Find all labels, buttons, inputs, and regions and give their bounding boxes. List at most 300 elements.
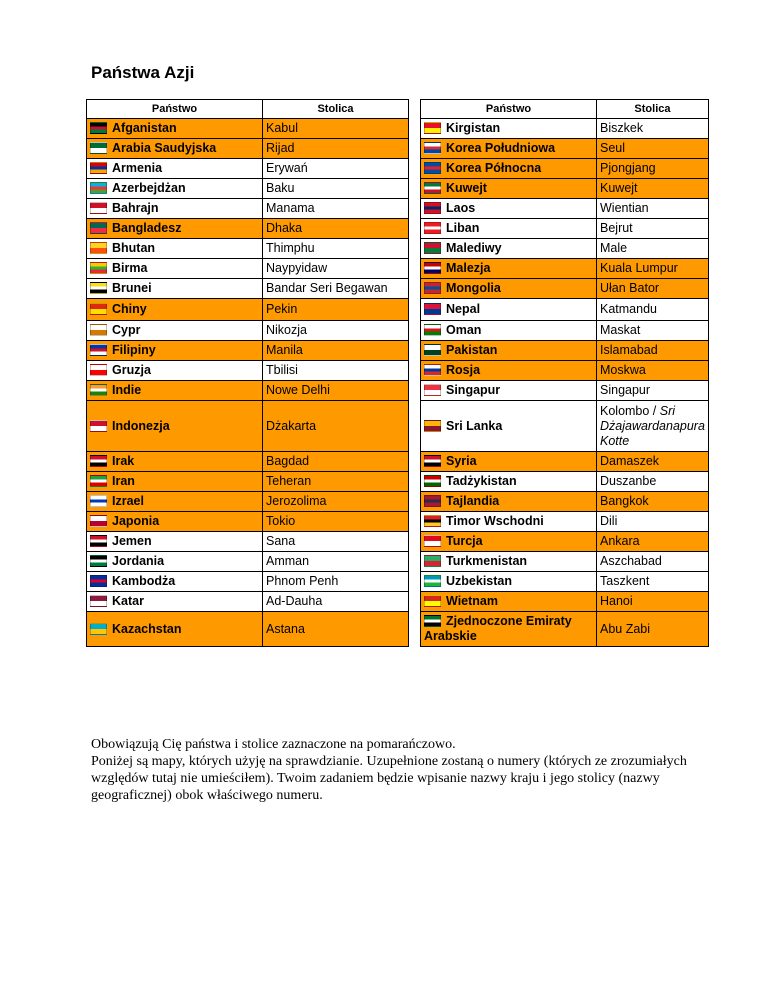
- table-header-row: [87, 100, 709, 119]
- column-gap: [409, 299, 421, 321]
- table-row: [87, 612, 709, 647]
- capital-name: Bagdad: [266, 454, 310, 468]
- capital-name: Male: [600, 241, 628, 255]
- note-line-1: Obowiązują Cię państwa i stolice zaznaczone na pomarańczowo.: [91, 737, 456, 752]
- country-name: Bahrajn: [112, 201, 159, 215]
- capital-cell: [597, 299, 709, 321]
- table-row: [87, 279, 709, 299]
- flag-icon: [424, 595, 441, 607]
- capital-cell: [597, 452, 709, 472]
- flag-icon: [90, 262, 107, 274]
- column-gap: [409, 512, 421, 532]
- flag-icon: [424, 344, 441, 356]
- capital-cell: [263, 401, 409, 452]
- table-row: [87, 341, 709, 361]
- flag-icon: [90, 282, 107, 294]
- capital-name: Kuwejt: [600, 181, 638, 195]
- country-cell: [87, 552, 263, 572]
- column-gap: [409, 381, 421, 401]
- country-name: Syria: [446, 454, 477, 468]
- country-name: Kambodża: [112, 574, 176, 588]
- country-cell: [421, 401, 597, 452]
- country-cell: [87, 492, 263, 512]
- flag-icon: [90, 420, 107, 432]
- capital-name: Islamabad: [600, 343, 658, 357]
- country-cell: [421, 572, 597, 592]
- countries-table: [86, 99, 709, 647]
- capital-cell: [263, 219, 409, 239]
- country-cell: [421, 381, 597, 401]
- capital-name: Taszkent: [600, 574, 650, 588]
- capital-name: Manila: [266, 343, 303, 357]
- country-name: Sri Lanka: [446, 418, 503, 433]
- capital-cell: [597, 532, 709, 552]
- country-name: Tadżykistan: [446, 474, 517, 488]
- flag-icon: [424, 202, 441, 214]
- flag-icon: [424, 475, 441, 487]
- capital-name: Kabul: [266, 121, 298, 135]
- country-name: Uzbekistan: [446, 574, 512, 588]
- country-name: Liban: [446, 221, 480, 235]
- capital-cell: [263, 119, 409, 139]
- country-name: Irak: [112, 454, 135, 468]
- country-cell: [421, 239, 597, 259]
- capital-cell: [263, 612, 409, 647]
- flag-icon: [90, 344, 107, 356]
- capital-cell: [263, 299, 409, 321]
- table-row: [87, 381, 709, 401]
- capital-name-alt: Sri Dżajawardanapura Kotte: [600, 403, 705, 448]
- capital-cell: [597, 472, 709, 492]
- capital-cell: [597, 139, 709, 159]
- country-name: Azerbejdżan: [112, 181, 186, 195]
- country-name: Malezja: [446, 261, 491, 275]
- column-gap: [409, 199, 421, 219]
- capital-name: Aszchabad: [600, 554, 662, 568]
- flag-icon: [424, 495, 441, 507]
- flag-icon: [424, 222, 441, 234]
- country-cell: [87, 472, 263, 492]
- country-cell: [421, 199, 597, 219]
- flag-icon: [424, 615, 441, 627]
- country-cell: [421, 119, 597, 139]
- capital-cell: [597, 159, 709, 179]
- column-gap: [409, 592, 421, 612]
- country-name: Korea Północna: [446, 161, 542, 175]
- capital-cell: [597, 199, 709, 219]
- column-gap: [409, 259, 421, 279]
- capital-name: Katmandu: [600, 302, 657, 316]
- capital-name: Hanoi: [600, 594, 633, 608]
- country-cell: [87, 139, 263, 159]
- capital-name: Manama: [266, 201, 315, 215]
- capital-cell: [597, 341, 709, 361]
- table-row: [87, 199, 709, 219]
- country-cell: [87, 592, 263, 612]
- country-cell: [421, 512, 597, 532]
- country-name: Indie: [112, 383, 142, 397]
- country-name: Laos: [446, 201, 476, 215]
- country-name: Korea Południowa: [446, 141, 556, 155]
- country-name: Nepal: [446, 302, 481, 316]
- country-cell: [421, 592, 597, 612]
- flag-icon: [90, 495, 107, 507]
- flag-icon: [424, 420, 441, 432]
- column-gap: [409, 492, 421, 512]
- country-name: Japonia: [112, 514, 160, 528]
- country-cell: [87, 239, 263, 259]
- country-cell: [421, 341, 597, 361]
- flag-icon: [90, 303, 107, 315]
- flag-icon: [424, 282, 441, 294]
- column-gap: [409, 612, 421, 647]
- capital-name: Ad-Dauha: [266, 594, 323, 608]
- flag-icon: [424, 262, 441, 274]
- country-name: Oman: [446, 323, 482, 337]
- capital-cell: [263, 199, 409, 219]
- table-row: [87, 472, 709, 492]
- capital-name: Sana: [266, 534, 296, 548]
- country-cell: [421, 259, 597, 279]
- header-capital-left: Stolica: [263, 100, 409, 119]
- column-gap: [409, 239, 421, 259]
- capital-cell: [263, 361, 409, 381]
- capital-cell: [263, 139, 409, 159]
- capital-cell: [263, 452, 409, 472]
- capital-cell: [597, 361, 709, 381]
- capital-cell: [597, 279, 709, 299]
- country-name: Izrael: [112, 494, 144, 508]
- country-cell: [421, 532, 597, 552]
- capital-name: Moskwa: [600, 363, 646, 377]
- country-cell: [421, 321, 597, 341]
- flag-icon: [424, 324, 441, 336]
- flag-icon: [424, 122, 441, 134]
- flag-icon: [424, 384, 441, 396]
- table-row: [87, 492, 709, 512]
- capital-name: Seul: [600, 141, 626, 155]
- capital-cell: [263, 179, 409, 199]
- capital-name: Kuala Lumpur: [600, 261, 678, 275]
- flag-icon: [90, 182, 107, 194]
- country-name: Wietnam: [446, 594, 498, 608]
- capital-cell: [263, 239, 409, 259]
- flag-icon: [90, 384, 107, 396]
- country-name: Jordania: [112, 554, 165, 568]
- country-name: Katar: [112, 594, 144, 608]
- country-cell: [87, 612, 263, 647]
- capital-name: Astana: [266, 621, 305, 636]
- column-gap: [409, 401, 421, 452]
- capital-name: Tbilisi: [266, 363, 298, 377]
- country-cell: [421, 472, 597, 492]
- country-cell: [421, 179, 597, 199]
- column-gap: [409, 179, 421, 199]
- country-cell: [421, 159, 597, 179]
- table-row: [87, 321, 709, 341]
- column-gap: [409, 452, 421, 472]
- page-title: Państwa Azji: [91, 63, 195, 82]
- table-row: [87, 452, 709, 472]
- flag-icon: [424, 162, 441, 174]
- capital-name: Teheran: [266, 474, 312, 488]
- country-cell: [421, 139, 597, 159]
- column-gap: [409, 321, 421, 341]
- flag-icon: [90, 595, 107, 607]
- capital-name: Tokio: [266, 514, 296, 528]
- country-name: Mongolia: [446, 281, 501, 295]
- country-cell: [421, 361, 597, 381]
- country-cell: [421, 612, 597, 647]
- column-gap: [409, 100, 421, 119]
- flag-icon: [90, 575, 107, 587]
- header-capital-right: Stolica: [597, 100, 709, 119]
- table-row: [87, 139, 709, 159]
- flag-icon: [424, 303, 441, 315]
- country-cell: [87, 381, 263, 401]
- capital-name: Bejrut: [600, 221, 633, 235]
- capital-cell: [263, 552, 409, 572]
- capital-name: Damaszek: [600, 454, 660, 468]
- country-name: Zjednoczone Emiraty Arabskie: [424, 614, 572, 643]
- capital-name: Dili: [600, 514, 618, 528]
- capital-cell: [263, 572, 409, 592]
- country-name: Filipiny: [112, 343, 156, 357]
- capital-cell: [263, 592, 409, 612]
- capital-name: Pjongjang: [600, 161, 656, 175]
- capital-name: Abu Zabi: [600, 621, 651, 636]
- column-gap: [409, 159, 421, 179]
- capital-cell: [263, 512, 409, 532]
- country-name: Chiny: [112, 302, 147, 316]
- table-row: [87, 239, 709, 259]
- country-name: Cypr: [112, 323, 141, 337]
- capital-name: Pekin: [266, 302, 298, 316]
- capital-name: Naypyidaw: [266, 261, 328, 275]
- country-cell: [87, 321, 263, 341]
- flag-icon: [90, 324, 107, 336]
- country-cell: [87, 512, 263, 532]
- country-name: Bhutan: [112, 241, 156, 255]
- flag-icon: [90, 202, 107, 214]
- header-country-right: Państwo: [421, 100, 597, 119]
- country-name: Gruzja: [112, 363, 151, 377]
- capital-cell: [597, 239, 709, 259]
- flag-icon: [424, 515, 441, 527]
- capital-cell: [263, 532, 409, 552]
- capital-name: Nikozja: [266, 323, 307, 337]
- capital-name: Dhaka: [266, 221, 303, 235]
- column-gap: [409, 572, 421, 592]
- column-gap: [409, 279, 421, 299]
- table-row: [87, 179, 709, 199]
- flag-icon: [90, 455, 107, 467]
- country-cell: [421, 299, 597, 321]
- capital-cell: [263, 279, 409, 299]
- country-cell: [87, 299, 263, 321]
- country-cell: [87, 401, 263, 452]
- country-name: Pakistan: [446, 343, 498, 357]
- table-row: [87, 592, 709, 612]
- capital-cell: [597, 259, 709, 279]
- flag-icon: [90, 623, 107, 635]
- capital-cell: [263, 492, 409, 512]
- flag-icon: [90, 142, 107, 154]
- table-row: [87, 401, 709, 452]
- flag-icon: [90, 535, 107, 547]
- country-name: Birma: [112, 261, 148, 275]
- capital-name: Duszanbe: [600, 474, 657, 488]
- country-name: Rosja: [446, 363, 481, 377]
- table-row: [87, 361, 709, 381]
- country-cell: [421, 279, 597, 299]
- capital-name: Rijad: [266, 141, 295, 155]
- capital-cell: [597, 179, 709, 199]
- flag-icon: [90, 515, 107, 527]
- capital-cell: [597, 119, 709, 139]
- capital-name: Ułan Bator: [600, 281, 660, 295]
- country-cell: [87, 219, 263, 239]
- country-cell: [87, 452, 263, 472]
- capital-name: Biszkek: [600, 121, 644, 135]
- capital-cell: [597, 552, 709, 572]
- capital-name: Ankara: [600, 534, 640, 548]
- flag-icon: [90, 162, 107, 174]
- column-gap: [409, 139, 421, 159]
- capital-cell: [597, 381, 709, 401]
- country-name: Bangladesz: [112, 221, 182, 235]
- column-gap: [409, 361, 421, 381]
- capital-cell: [597, 592, 709, 612]
- capital-name: Bangkok: [600, 494, 649, 508]
- column-gap: [409, 472, 421, 492]
- capital-cell: [263, 321, 409, 341]
- capital-cell: [263, 159, 409, 179]
- column-gap: [409, 119, 421, 139]
- country-cell: [87, 259, 263, 279]
- country-cell: [87, 199, 263, 219]
- column-gap: [409, 219, 421, 239]
- table-row: [87, 299, 709, 321]
- capital-name: Erywań: [266, 161, 308, 175]
- table-row: [87, 552, 709, 572]
- flag-icon: [424, 535, 441, 547]
- capital-cell: [597, 572, 709, 592]
- table-row: [87, 532, 709, 552]
- flag-icon: [90, 222, 107, 234]
- country-name: Kirgistan: [446, 121, 501, 135]
- capital-cell: [263, 381, 409, 401]
- country-name: Turkmenistan: [446, 554, 528, 568]
- column-gap: [409, 552, 421, 572]
- country-name: Timor Wschodni: [446, 514, 544, 528]
- country-name: Armenia: [112, 161, 163, 175]
- capital-name: Baku: [266, 181, 295, 195]
- country-cell: [87, 179, 263, 199]
- flag-icon: [424, 455, 441, 467]
- flag-icon: [424, 242, 441, 254]
- country-cell: [87, 119, 263, 139]
- capital-name: Thimphu: [266, 241, 315, 255]
- table-row: [87, 259, 709, 279]
- country-name: Tajlandia: [446, 494, 500, 508]
- column-gap: [409, 532, 421, 552]
- capital-cell: [597, 612, 709, 647]
- country-name: Brunei: [112, 281, 152, 295]
- country-cell: [87, 341, 263, 361]
- capital-name: Amman: [266, 554, 310, 568]
- country-name: Turcja: [446, 534, 483, 548]
- flag-icon: [424, 142, 441, 154]
- country-name: Afganistan: [112, 121, 177, 135]
- capital-cell: [597, 401, 709, 452]
- country-name: Jemen: [112, 534, 152, 548]
- instructions-note: [91, 736, 701, 804]
- capital-cell: [263, 472, 409, 492]
- capital-name: Bandar Seri Begawan: [266, 281, 388, 295]
- column-gap: [409, 341, 421, 361]
- flag-icon: [90, 242, 107, 254]
- flag-icon: [424, 555, 441, 567]
- table-row: [87, 512, 709, 532]
- note-line-2: Poniżej są mapy, których użyję na sprawdzianie. Uzupełnione zostaną o numery (których ze zrozumiałych względów tutaj nie umieściłem). Twoim zadaniem będzie wpisanie nazwy kraju i jego stolicy (nazwy geograficznej) obok właściwego numeru.: [91, 754, 687, 803]
- capital-name: Maskat: [600, 323, 641, 337]
- flag-icon: [424, 182, 441, 194]
- capital-cell: [597, 492, 709, 512]
- capital-name: Dżakarta: [266, 418, 317, 433]
- table-row: [87, 119, 709, 139]
- capital-cell: [263, 341, 409, 361]
- country-cell: [87, 532, 263, 552]
- capital-cell: [597, 512, 709, 532]
- country-name: Singapur: [446, 383, 501, 397]
- capital-cell: [597, 219, 709, 239]
- country-name: Iran: [112, 474, 135, 488]
- country-cell: [87, 159, 263, 179]
- capital-name: Singapur: [600, 383, 651, 397]
- table-row: [87, 572, 709, 592]
- country-name: Indonezja: [112, 418, 170, 433]
- flag-icon: [90, 555, 107, 567]
- capital-name: Wientian: [600, 201, 649, 215]
- country-name: Kuwejt: [446, 181, 487, 195]
- flag-icon: [424, 364, 441, 376]
- capital-name: Phnom Penh: [266, 574, 339, 588]
- capital-name: Kolombo /: [600, 403, 660, 418]
- table-row: [87, 159, 709, 179]
- capital-cell: [263, 259, 409, 279]
- country-cell: [421, 219, 597, 239]
- flag-icon: [90, 364, 107, 376]
- header-country-left: Państwo: [87, 100, 263, 119]
- table-row: [87, 219, 709, 239]
- country-cell: [421, 552, 597, 572]
- capital-name: Nowe Delhi: [266, 383, 330, 397]
- country-cell: [87, 572, 263, 592]
- country-name: Kazachstan: [112, 621, 182, 636]
- country-cell: [421, 492, 597, 512]
- flag-icon: [90, 122, 107, 134]
- country-name: Malediwy: [446, 241, 502, 255]
- country-name: Arabia Saudyjska: [112, 141, 217, 155]
- country-cell: [87, 361, 263, 381]
- country-cell: [87, 279, 263, 299]
- capital-name: Jerozolima: [266, 494, 327, 508]
- flag-icon: [424, 575, 441, 587]
- flag-icon: [90, 475, 107, 487]
- capital-cell: [597, 321, 709, 341]
- country-cell: [421, 452, 597, 472]
